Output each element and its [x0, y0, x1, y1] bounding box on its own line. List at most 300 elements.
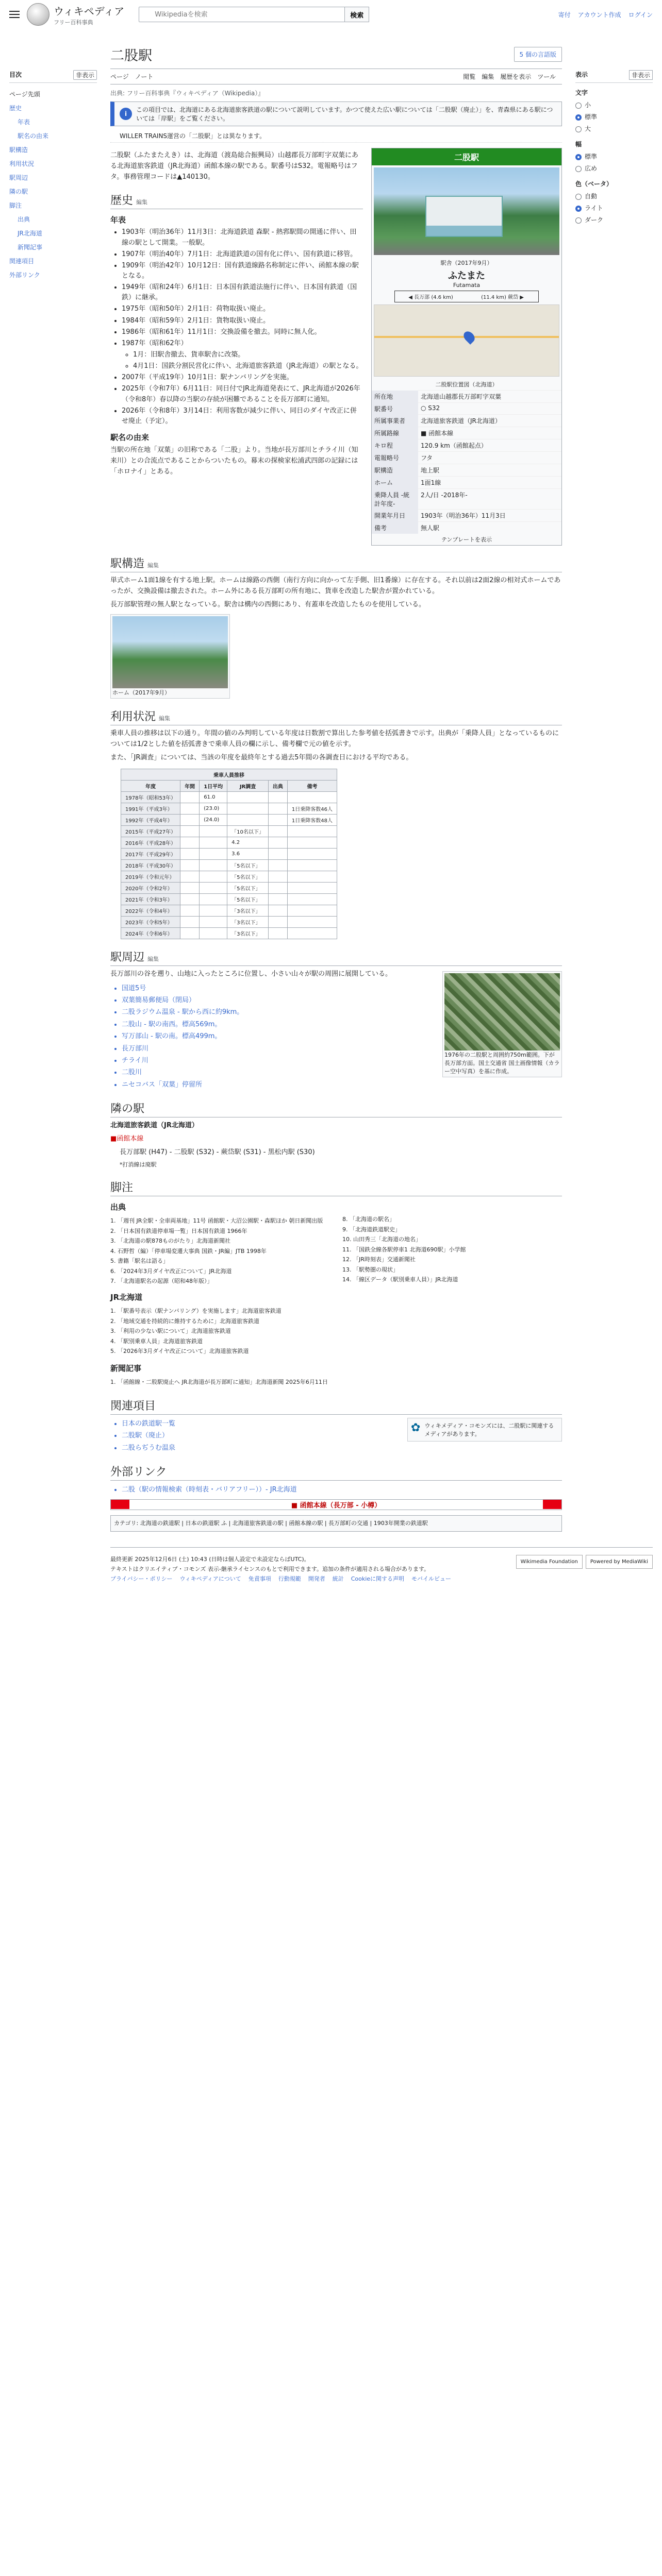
usage-cell: [200, 916, 227, 927]
login-link[interactable]: ログイン: [628, 11, 653, 19]
usage-cell: 「5名以下」: [227, 882, 269, 893]
usage-cell: [180, 916, 200, 927]
page-tabs: [110, 69, 562, 84]
usage-cell: [180, 814, 200, 825]
usage-cell: [180, 837, 200, 848]
infobox-value: フタ: [418, 452, 561, 464]
aerial-caption: 1976年の二股駅と周囲約750m範囲。下が長万部方面。国土交通省 国土画像情報（カラー空中写真）を基に作成。: [444, 1051, 560, 1075]
timeline-item: • 1986年（昭和61年）11月1日：交換設備を撤去。同時に無人化。: [122, 327, 363, 337]
usage-cell: [268, 893, 287, 905]
radio-icon[interactable]: [575, 206, 582, 212]
usage-cell: [180, 893, 200, 905]
usage-cell: 「3名以下」: [227, 905, 269, 916]
reference-item[interactable]: 2. 「地域交通を持続的に維持するために」北海道旅客鉄道: [110, 1317, 259, 1325]
usage-cell: 「3名以下」: [227, 916, 269, 927]
language-button[interactable]: 5 個の言語版: [514, 47, 562, 62]
reference-item[interactable]: 1. 「函館線・二股駅廃止へ JR北海道が長万部町に通知」北海道新聞 2025年6月11日: [110, 1378, 328, 1385]
infobox-title: 二股駅: [372, 148, 561, 165]
toc-list: [9, 87, 97, 282]
infobox: [371, 148, 562, 546]
photo-caption: 駅舎（2017年9月）: [440, 260, 493, 266]
usage-cell: [287, 882, 337, 893]
toc-item[interactable]: 駅名の由来: [18, 132, 49, 140]
infobox-value: 北海道山越郡長万部町字双葉: [418, 391, 561, 403]
usage-cell: [200, 905, 227, 916]
usage-cell: [180, 803, 200, 814]
usage-cell: 2021年（令和3年）: [121, 893, 180, 905]
logo-subtitle: フリー百科事典: [54, 19, 93, 26]
reference-item[interactable]: 3. 「利用の少ない駅について」北海道旅客鉄道: [110, 1328, 231, 1335]
toc-item[interactable]: 脚注: [9, 202, 22, 209]
related-heading: 関連項目: [110, 1400, 156, 1413]
around-item[interactable]: • 双葉簡易郵便局（閉局）: [122, 994, 562, 1006]
toc-item[interactable]: 利用状況: [9, 160, 35, 167]
footer-link[interactable]: 統計: [332, 1575, 344, 1582]
map-pin-icon: [461, 329, 477, 345]
structure-heading: 駅構造: [110, 557, 145, 570]
next-station[interactable]: (11.4 km) 蕨岱 ▶: [481, 295, 524, 300]
station-kana: ふたまた: [448, 270, 485, 281]
news-references: [110, 1377, 562, 1388]
usage-cell: [287, 916, 337, 927]
reference-item[interactable]: 5. 書籍「駅名は語る」: [110, 1258, 169, 1265]
usage-cell: 1992年（平成4年）: [121, 814, 180, 825]
reference-item[interactable]: 5. 「2026年3月ダイヤ改正について」北海道旅客鉄道: [110, 1348, 249, 1355]
search-button[interactable]: 検索: [345, 7, 369, 22]
usage-cell: 2017年（平成29年）: [121, 848, 180, 859]
page-title: 二股駅: [110, 48, 152, 64]
header: [0, 0, 662, 29]
usage-cell: [268, 848, 287, 859]
usage-cell: 1日乗降客数46人: [287, 803, 337, 814]
footer-links: [110, 1574, 653, 1584]
line-navbox: [110, 1499, 562, 1510]
radio-icon[interactable]: [575, 154, 582, 160]
reference-item[interactable]: 10. 山田秀三「北海道の地名」: [342, 1236, 421, 1243]
usage-cell: [180, 848, 200, 859]
tab-history[interactable]: 履歴を表示: [500, 73, 532, 80]
infobox-value: ○ S32: [418, 403, 561, 415]
tab-talk[interactable]: ノート: [135, 73, 154, 80]
timeline-item: • 1903年（明治36年）11月3日：北海道鉄道 森駅 - 熱郛駅間の開通に伴い、田線の駅として開業。一般駅。: [122, 227, 363, 248]
reference-item[interactable]: 3. 「北海道の駅878ものがたり」北海道新聞社: [110, 1238, 230, 1245]
usage-cell: [180, 825, 200, 837]
infobox-label: 電報略号: [372, 452, 418, 464]
toc-hide-button[interactable]: 非表示: [73, 70, 97, 80]
usage-cell: 4.2: [227, 837, 269, 848]
usage-cell: [287, 791, 337, 803]
appearance-group-title: 文字: [575, 89, 588, 96]
infobox-value: 1面1線: [418, 477, 561, 489]
reference-item[interactable]: 1. 「駅番号表示（駅ナンバリング）を実施します」北海道旅客鉄道: [110, 1308, 282, 1315]
around-item[interactable]: • 国道5号: [122, 982, 562, 994]
timeline-item: • 1909年（明治42年）10月12日：国有鉄道線路名称制定に伴い、函館本線の駅となる。: [122, 261, 363, 281]
article: [97, 29, 575, 1537]
usage-cell: (23.0): [200, 803, 227, 814]
tab-page[interactable]: ページ: [110, 73, 129, 80]
infobox-table: [372, 390, 561, 534]
usage-col-header: 年度: [121, 780, 180, 791]
search-box: [139, 7, 369, 22]
reference-item[interactable]: 13. 「駅勢圏の現状」: [342, 1266, 399, 1273]
usage-cell: [180, 859, 200, 871]
infobox-value: 地上駅: [418, 464, 561, 477]
create-account-link[interactable]: アカウント作成: [577, 11, 621, 19]
usage-cell: 1991年（平成3年）: [121, 803, 180, 814]
toc-item[interactable]: 新聞記事: [18, 244, 43, 251]
usage-cell: [200, 837, 227, 848]
appearance-option[interactable]: [575, 111, 653, 123]
usage-cell: [180, 927, 200, 939]
appearance-group-title: 色（ベータ）: [575, 180, 613, 188]
reference-item[interactable]: 4. 「駅別乗車人員」北海道旅客鉄道: [110, 1337, 203, 1345]
template-link[interactable]: テンプレートを表示: [441, 536, 492, 543]
usage-cell: [180, 905, 200, 916]
appearance-option-label: 広め: [585, 165, 598, 172]
around-item[interactable]: • 写万部山 - 駅の南。標高499m。: [122, 1030, 562, 1042]
platform-photo[interactable]: [110, 614, 230, 699]
around-item[interactable]: • ニセコバス「双葉」停留所: [122, 1079, 562, 1091]
toc-item[interactable]: 年表: [18, 118, 30, 126]
usage-cell: 2024年（令和6年）: [121, 927, 180, 939]
appearance-option-label: 小: [585, 101, 591, 109]
tab-edit[interactable]: 編集: [482, 73, 494, 80]
infobox-value: ■ 函館本線: [418, 427, 561, 439]
radio-icon[interactable]: [575, 103, 582, 109]
usage-cell: 「10名以下」: [227, 825, 269, 837]
usage-col-header: 1日平均: [200, 780, 227, 791]
hatnote: WILLER TRAINS運営の「二股駅」とは異なります。: [110, 129, 562, 143]
usage-col-header: 年間: [180, 780, 200, 791]
infobox-label: ホーム: [372, 477, 418, 489]
radio-icon[interactable]: [575, 194, 582, 200]
edit-link[interactable]: 編集: [159, 715, 171, 722]
notes-heading: 脚注: [110, 1181, 134, 1195]
related-item[interactable]: • 二股らぢうむ温泉: [122, 1442, 562, 1454]
license-text: テキストはクリエイティブ・コモンズ 表示-継承ライセンスのもとで利用できます。追加の条件が適用される場合があります。: [110, 1566, 430, 1573]
tab-tools[interactable]: ツール: [537, 73, 556, 80]
reference-item[interactable]: 12. 「JR時刻表」交通新聞社: [342, 1256, 416, 1263]
usage-cell: 「3名以下」: [227, 927, 269, 939]
usage-col-header: 備考: [287, 780, 337, 791]
jr-references: [110, 1306, 562, 1358]
toc-item[interactable]: 駅構造: [9, 146, 28, 154]
station-photo[interactable]: [374, 167, 559, 255]
infobox-value: 北海道旅客鉄道（JR北海道）: [418, 415, 561, 427]
commons-text: ウィキメディア・コモンズには、二股駅に関連するメディアがあります。: [424, 1422, 554, 1438]
adjacent-heading: 隣の駅: [110, 1103, 145, 1116]
menu-icon[interactable]: [9, 9, 20, 20]
name-origin-heading: 駅名の由来: [110, 432, 150, 442]
usage-cell: [287, 905, 337, 916]
usage-col-header: 出典: [268, 780, 287, 791]
aerial-photo[interactable]: [442, 971, 562, 1077]
reference-item[interactable]: 4. 石野哲（編）「停車場変遷大事典 国鉄・JR編」JTB 1998年: [110, 1247, 267, 1255]
appearance-option[interactable]: [575, 162, 653, 174]
usage-cell: [287, 848, 337, 859]
usage-cell: 2018年（平成30年）: [121, 859, 180, 871]
reference-item[interactable]: 1. 「週刊 JR全駅・全車両基地」11号 函館駅・大沼公園駅・森駅ほか 朝日新聞出版: [110, 1217, 323, 1225]
station-en: Futamata: [453, 282, 481, 289]
appearance-title: 表示: [575, 71, 588, 78]
toc-sidebar: [9, 29, 97, 1537]
usage-cell: [180, 882, 200, 893]
mediawiki-badge[interactable]: Powered by MediaWiki: [586, 1555, 653, 1569]
appearance-option[interactable]: [575, 150, 653, 162]
map-caption: 二股駅位置図（北海道）: [435, 381, 498, 388]
appearance-option-label: 標準: [585, 113, 598, 121]
usage-cell: [200, 848, 227, 859]
radio-icon[interactable]: [575, 166, 582, 172]
timeline-item: • 2025年（令和7年）6月11日：同日付でJR北海道発表にて、JR北海道が2026年（令和8年）春以降の当駅の存続が困難であることを長万部町に通知。: [122, 384, 363, 404]
reference-item[interactable]: 7. 「北海道駅名の起源（昭和48年版）」: [110, 1278, 213, 1285]
usage-cell: [268, 882, 287, 893]
usage-cell: 61.0: [200, 791, 227, 803]
toc-item[interactable]: 関連項目: [9, 258, 35, 265]
radio-icon[interactable]: [575, 114, 582, 121]
usage-cell: [180, 791, 200, 803]
footer-link[interactable]: モバイルビュー: [411, 1575, 452, 1582]
sources-heading: 出典: [110, 1202, 126, 1212]
appearance-option[interactable]: [575, 190, 653, 202]
timeline-item: • 2007年（平成19年）10月1日：駅ナンバリングを実施。: [122, 372, 363, 383]
category-box[interactable]: カテゴリ: 北海道の鉄道駅 | 日本の鉄道駅 ふ | 北海道旅客鉄道の駅 | 函館本線の駅 | 長万部町の交通 | 1903年開業の鉄道駅: [110, 1515, 562, 1532]
commons-icon: ✿: [411, 1421, 421, 1435]
structure-p2: 長万部駅管理の無人駅となっている。駅舎は構内の西側にあり、有蓋車を改造したものを使用している。: [110, 600, 426, 608]
infobox-label: 開業年月日: [372, 510, 418, 522]
reference-item[interactable]: 11. 「国鉄全線各駅停車1 北海道690駅」小学館: [342, 1246, 466, 1253]
logo-title: ウィキペディア: [54, 5, 125, 18]
usage-cell: [287, 871, 337, 882]
appearance-option-label: ダーク: [585, 216, 604, 224]
appearance-option[interactable]: [575, 202, 653, 214]
toc-item[interactable]: 歴史: [9, 105, 22, 112]
infobox-value: 2人/日 -2018年-: [418, 489, 561, 510]
appearance-groups: [575, 88, 653, 226]
around-item[interactable]: • チライ川: [122, 1055, 562, 1066]
appearance-option-label: 自動: [585, 193, 598, 200]
from-line: 出典: フリー百科事典『ウィキペディア（Wikipedia）』: [110, 90, 264, 97]
usage-cell: [287, 893, 337, 905]
usage-cell: [200, 893, 227, 905]
usage-cell: [268, 837, 287, 848]
usage-cell: [227, 814, 269, 825]
usage-cell: 2020年（令和2年）: [121, 882, 180, 893]
usage-cell: [268, 803, 287, 814]
infobox-label: 駅番号: [372, 403, 418, 415]
appearance-group-title: 幅: [575, 141, 582, 148]
usage-heading: 利用状況: [110, 710, 156, 724]
adjacent-stations[interactable]: 長万部駅 (H47) - 二股駅 (S32) - 蕨岱駅 (S31) - 黒松内駅 (S30): [120, 1148, 315, 1156]
reference-item[interactable]: 9. 「北海道鉄道駅史」: [342, 1226, 401, 1233]
tab-read[interactable]: 閲覧: [463, 73, 476, 80]
history-heading: 歴史: [110, 194, 134, 208]
around-item[interactable]: • 長万部川: [122, 1043, 562, 1055]
usage-p1: 乗車人員の推移は以下の通り。年間の値のみ判明している年度は日数割で算出した参考値を括弧書きで示す。出典が「乗降人員」となっているものについては1/2とした値を括弧書きで乗車人員の欄に示し、備考欄で元の値を示す。: [110, 730, 559, 749]
usage-cell: [227, 803, 269, 814]
external-item[interactable]: • 二股（駅の情報検索（時刻表・バリアフリー））- JR北海道: [122, 1484, 562, 1496]
toc-item[interactable]: JR北海道: [18, 230, 42, 237]
usage-cell: [287, 859, 337, 871]
usage-cell: 3.6: [227, 848, 269, 859]
navbox-title[interactable]: ■ 函館本線（長万部 - 小樽）: [291, 1501, 382, 1510]
references-list: [110, 1215, 562, 1286]
footer-link[interactable]: ウィキペディアについて: [179, 1575, 241, 1582]
infobox-label: 駅構造: [372, 464, 418, 477]
usage-cell: 2016年（平成28年）: [121, 837, 180, 848]
appearance-option-label: 標準: [585, 153, 598, 160]
adjacent-note: *打消線は廃駅: [120, 1161, 157, 1168]
last-updated: 最終更新 2025年12月6日 (土) 10:43 (日時は個人設定で未設定ならばUTC)。: [110, 1556, 310, 1563]
radio-icon[interactable]: [575, 126, 582, 132]
edit-link[interactable]: 編集: [147, 955, 159, 962]
disambig-text: この項目では、北海道にある北海道旅客鉄道の駅について説明しています。かつて使えた広い駅については「二股駅（廃止）」を、青森県にある駅については「岸駅」をご覧ください。: [136, 106, 553, 122]
infobox-label: 所在地: [372, 391, 418, 403]
appearance-option[interactable]: [575, 123, 653, 134]
infobox-label: 所属路線: [372, 427, 418, 439]
usage-cell: [227, 791, 269, 803]
toc-item[interactable]: 隣の駅: [9, 188, 28, 195]
around-item[interactable]: • 二股川: [122, 1066, 562, 1078]
site-logo[interactable]: [27, 3, 124, 26]
platform-caption: ホーム（2017年9月）: [112, 689, 170, 697]
edit-link[interactable]: 編集: [147, 562, 159, 569]
usage-cell: [268, 825, 287, 837]
external-heading: 外部リンク: [110, 1466, 167, 1479]
structure-p1: 単式ホーム1面1線を有する地上駅。ホームは線路の西側（南行方向に向かって左手側、旧1番線）に存在する。それ以前は2面2線の相対式ホームであったが、交換設備は撤去された。ホーム外にある長万部町の所有地に、貨車を改造した駅舎が置かれている。: [110, 577, 561, 595]
usage-cell: [268, 905, 287, 916]
usage-col-header: JR調査: [227, 780, 269, 791]
reference-item[interactable]: 6. 「2024年3月ダイヤ改正について」JR北海道: [110, 1267, 232, 1275]
donate-link[interactable]: 寄付: [558, 11, 571, 19]
reference-item[interactable]: 14. 「線区データ（駅別乗車人員）」JR北海道: [342, 1276, 458, 1283]
footer-link[interactable]: 免責事項: [248, 1575, 271, 1582]
usage-cell: 2022年（令和4年）: [121, 905, 180, 916]
infobox-value: 1903年（明治36年）11月3日: [418, 510, 561, 522]
appearance-option-label: ライト: [585, 205, 603, 212]
timeline-item: • 1975年（昭和50年）2月1日：荷物取扱い廃止。: [122, 304, 363, 314]
usage-cell: [200, 825, 227, 837]
usage-cell: [287, 927, 337, 939]
search-input[interactable]: [139, 7, 345, 22]
timeline-heading: 年表: [110, 215, 126, 225]
jr-heading: JR北海道: [110, 1293, 143, 1302]
appearance-option-label: 大: [585, 125, 591, 132]
around-item[interactable]: • 二股山 - 駅の南西。標高569m。: [122, 1019, 562, 1030]
external-list: [110, 1484, 562, 1496]
infobox-label: 所属事業者: [372, 415, 418, 427]
related-item[interactable]: • 二股駅（廃止）: [122, 1430, 562, 1442]
usage-cell: 1日乗降客数48人: [287, 814, 337, 825]
usage-cell: 「5名以下」: [227, 871, 269, 882]
timeline-item: • 1984年（昭和59年）2月1日：貨物取扱い廃止。: [122, 316, 363, 326]
footer-link[interactable]: 行動規範: [278, 1575, 301, 1582]
reference-item[interactable]: 2. 「日本国有鉄道停車場一覧」日本国有鉄道 1966年: [110, 1227, 247, 1234]
globe-icon: [27, 3, 49, 26]
usage-cell: (24.0): [200, 814, 227, 825]
adjacent-company: 北海道旅客鉄道（JR北海道）: [110, 1122, 198, 1130]
commons-box[interactable]: [407, 1418, 562, 1442]
usage-cell: 「5名以下」: [227, 859, 269, 871]
usage-cell: [268, 814, 287, 825]
footer-link[interactable]: プライバシー・ポリシー: [110, 1575, 173, 1582]
usage-cell: [287, 825, 337, 837]
radio-icon[interactable]: [575, 217, 582, 224]
location-map[interactable]: [374, 304, 559, 377]
around-item[interactable]: • 二股ラジウム温泉 - 駅から西に約9km。: [122, 1006, 562, 1018]
prev-station[interactable]: ◀ 長万部 (4.6 km): [408, 295, 453, 300]
timeline-item: • 1907年（明治40年）7月1日：北海道鉄道の国有化に伴い、国有鉄道に移管。: [122, 249, 363, 260]
usage-cell: 2023年（令和5年）: [121, 916, 180, 927]
station-sign: [394, 291, 539, 302]
toc-item[interactable]: 出典: [18, 216, 30, 223]
disambig-notice: [110, 101, 562, 126]
timeline-item: • 2026年（令和8年）3月14日：利用客数が減少に伴い、同日のダイヤ改正に併せ廃止（予定）。: [122, 406, 363, 427]
infobox-value: 無人駅: [418, 522, 561, 534]
usage-cell: 「5名以下」: [227, 893, 269, 905]
footer: [110, 1547, 653, 1584]
footer-link[interactable]: Cookieに関する声明: [351, 1575, 405, 1582]
appearance-option[interactable]: [575, 99, 653, 111]
usage-table: [121, 769, 337, 939]
usage-cell: [200, 882, 227, 893]
appearance-panel: [575, 29, 653, 1537]
timeline-list: [110, 227, 363, 427]
usage-cell: [268, 927, 287, 939]
news-heading: 新聞記事: [110, 1363, 142, 1373]
usage-cell: [180, 871, 200, 882]
infobox-value: 120.9 km（函館起点）: [418, 439, 561, 452]
usage-cell: [200, 927, 227, 939]
footer-link[interactable]: 開発者: [308, 1575, 325, 1582]
usage-cell: 1978年（昭和53年）: [121, 791, 180, 803]
related-item[interactable]: • 日本の鉄道駅一覧: [122, 1418, 562, 1430]
around-text: 長万部川の谷を遡り、山地に入ったところに位置し、小さい山々が駅の周囲に展開している。: [110, 970, 392, 978]
usage-cell: [287, 837, 337, 848]
usage-cell: 2015年（平成27年）: [121, 825, 180, 837]
appearance-option[interactable]: [575, 214, 653, 226]
personal-links: [558, 10, 653, 19]
timeline-item: • 1949年（昭和24年）6月1日：日本国有鉄道法施行に伴い、日本国有鉄道（国鉄）に継承。: [122, 282, 363, 303]
usage-table-caption: 乗車人員推移: [121, 769, 337, 780]
usage-cell: 2019年（令和元年）: [121, 871, 180, 882]
reference-item[interactable]: 8. 「北海道の駅名」: [342, 1216, 395, 1223]
toc-item[interactable]: ページ先頭: [9, 91, 40, 98]
appearance-hide[interactable]: 非表示: [629, 70, 653, 80]
around-heading: 駅周辺: [110, 951, 145, 964]
usage-p2: また、「JR調査」については、当該の年度を最終年とする過去5年間の各調査日における平均である。: [110, 753, 413, 761]
infobox-label: 乗降人員 -統計年度-: [372, 489, 418, 510]
usage-cell: [268, 916, 287, 927]
timeline-subitem: ◦ 1月：旧駅舎撤去、貨車駅舎に改築。: [133, 350, 363, 360]
infobox-label: キロ程: [372, 439, 418, 452]
usage-cell: [200, 871, 227, 882]
toc-item[interactable]: 外部リンク: [9, 272, 40, 279]
name-origin-text: 当駅の所在地「双葉」の旧称である「二股」より。当地が長万部川とチライ川（知来川）との合流点であることからついたもの。幕末の探検家松浦武四郎の記録には「ホロナイ」とある。: [110, 446, 358, 476]
wmf-badge[interactable]: Wikimedia Foundation: [516, 1555, 583, 1569]
timeline-item: • 1987年（昭和62年）: [122, 338, 363, 349]
timeline-subitem: ◦ 4月1日：国鉄分割民営化に伴い、北海道旅客鉄道（JR北海道）の駅となる。: [133, 361, 363, 371]
usage-cell: [200, 859, 227, 871]
intro-paragraph: 二股駅（ふたまたえき）は、北海道（渡島総合振興局）山越郡長万部町字双葉にある北海道旅客鉄道（JR北海道）函館本線の駅である。駅番号はS32。電報略号はフタ。事務管理コードは▲140130。: [110, 151, 359, 181]
info-icon: i: [120, 108, 132, 120]
edit-link[interactable]: 編集: [136, 199, 148, 206]
usage-cell: [268, 871, 287, 882]
adjacent-line: ■函館本線: [110, 1134, 144, 1143]
toc-title: 目次: [9, 71, 22, 78]
usage-cell: [268, 859, 287, 871]
toc-item[interactable]: 駅周辺: [9, 174, 28, 181]
